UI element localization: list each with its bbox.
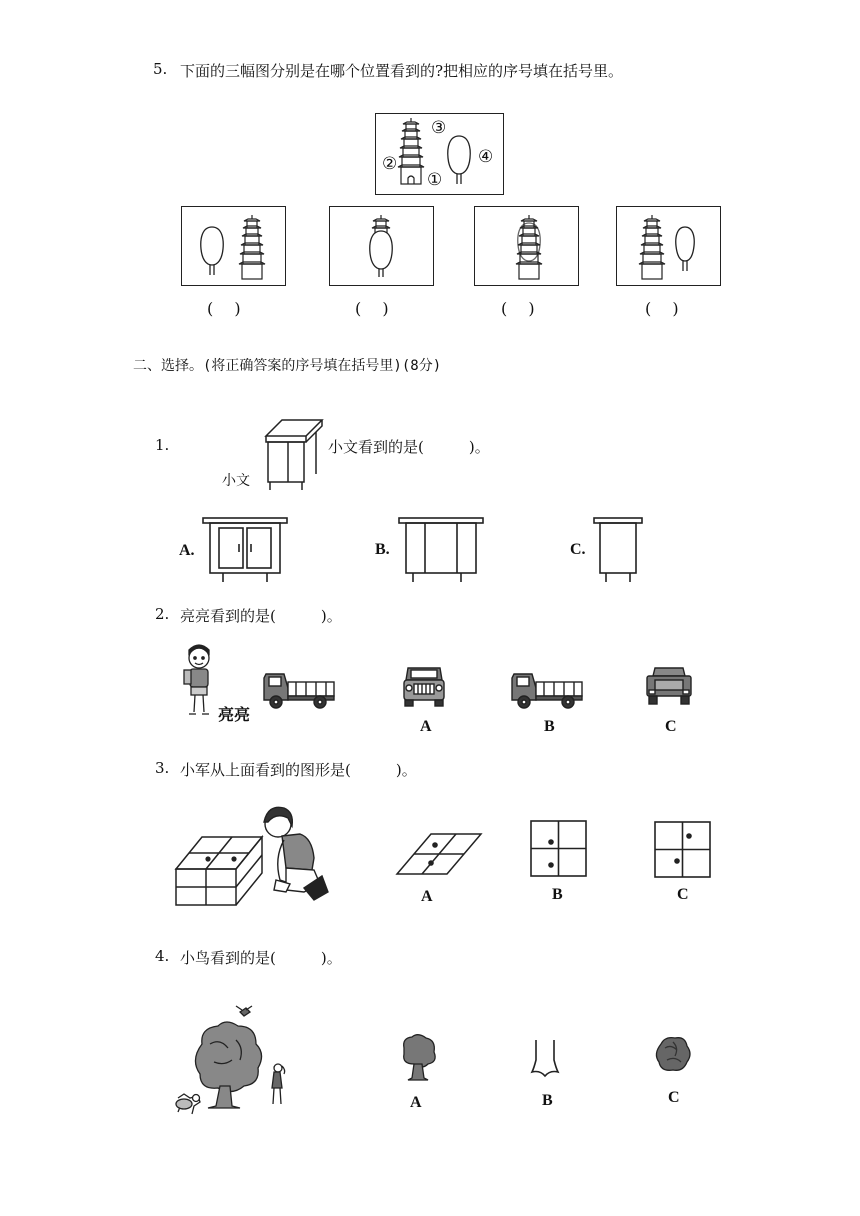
q3-question-text: 小军从上面看到的图形是( )。 (180, 761, 417, 779)
q5-view-1 (181, 206, 286, 286)
boy-xiaojun-icon (256, 800, 328, 904)
truck-front-view[interactable] (402, 664, 446, 710)
boxes-3d-icon (174, 835, 264, 909)
q4-number: 4. (155, 947, 170, 965)
position-3-marker: ③ (431, 118, 447, 138)
cabinet-back-view[interactable] (399, 516, 483, 586)
q2-number: 2. (155, 605, 170, 623)
tree-icon (518, 223, 540, 261)
boy-liangliang-icon (182, 644, 216, 720)
q5-view-3 (474, 206, 579, 286)
tree-icon (370, 231, 392, 277)
q3-option-a-label[interactable]: A (421, 888, 433, 905)
q2-option-a-label[interactable]: A (420, 718, 432, 735)
position-1-marker: ① (427, 170, 443, 190)
q3-option-b-label[interactable]: B (552, 886, 563, 903)
q1-person-label: 小文 (222, 473, 250, 489)
tree-top-view-option[interactable] (653, 1034, 693, 1074)
tree-icon (676, 227, 694, 271)
q1-option-a-label[interactable]: A. (179, 542, 195, 559)
q2-person-label: 亮亮 (218, 705, 251, 724)
table-3d-icon (262, 418, 324, 493)
q2-option-b-label[interactable]: B (544, 718, 555, 735)
q1-option-b-label[interactable]: B. (375, 541, 390, 558)
pagoda-icon (639, 215, 665, 279)
shape-square-c-option[interactable] (654, 821, 712, 879)
q5-position-map (375, 113, 504, 195)
truck-back-view[interactable] (645, 666, 693, 708)
pagoda-icon (516, 215, 542, 279)
bird-shape-option[interactable] (530, 1040, 560, 1078)
shape-rhombus-option[interactable] (395, 832, 483, 878)
q5-answer-blank-3[interactable]: ( ) (501, 299, 535, 318)
shape-square-b-option[interactable] (530, 820, 588, 878)
q5-answer-blank-2[interactable]: ( ) (355, 299, 389, 318)
q4-option-c-label[interactable]: C (668, 1089, 680, 1106)
q1-number: 1. (155, 436, 170, 454)
tree-scene-icon (170, 1004, 290, 1120)
tree-side-view-option[interactable] (398, 1034, 438, 1082)
q2-option-c-label[interactable]: C (665, 718, 677, 735)
q5-number: 5. (153, 60, 168, 78)
q1-option-c-label[interactable]: C. (570, 541, 586, 558)
q4-option-b-label[interactable]: B (542, 1092, 553, 1109)
q5-text: 下面的三幅图分别是在哪个位置看到的?把相应的序号填在括号里。 (180, 62, 624, 80)
q4-option-a-label[interactable]: A (410, 1094, 422, 1111)
q1-question-text: 小文看到的是( )。 (328, 438, 490, 456)
truck-side-view-reference (262, 664, 336, 710)
pagoda-icon (239, 215, 265, 279)
q3-option-c-label[interactable]: C (677, 886, 689, 903)
q4-question-text: 小鸟看到的是( )。 (180, 949, 342, 967)
q2-question-text: 亮亮看到的是( )。 (180, 607, 342, 625)
truck-side-view-option[interactable] (510, 664, 584, 710)
q5-answer-blank-1[interactable]: ( ) (207, 299, 241, 318)
section-2-title: 二、选择。(将正确答案的序号填在括号里)(8分) (133, 358, 442, 374)
q5-view-4 (616, 206, 721, 286)
tree-icon (201, 227, 223, 275)
q5-view-2 (329, 206, 434, 286)
q5-answer-blank-4[interactable]: ( ) (645, 299, 679, 318)
cabinet-front-view[interactable] (203, 516, 287, 586)
cabinet-side-view[interactable] (594, 516, 644, 586)
position-4-marker: ④ (478, 147, 494, 167)
q3-number: 3. (155, 759, 170, 777)
position-2-marker: ② (382, 154, 398, 174)
